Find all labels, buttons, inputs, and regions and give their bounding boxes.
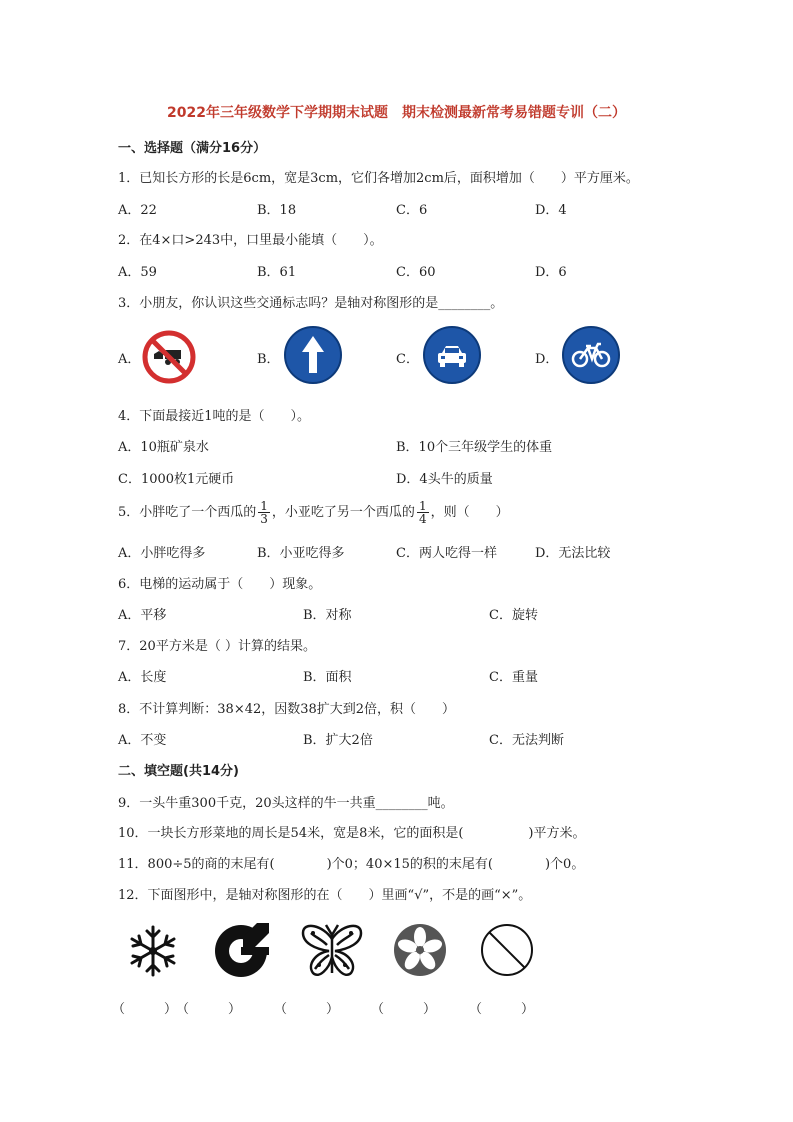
- q5-stem-part-1: 5．小胖吃了一个西瓜的: [118, 505, 257, 520]
- snowflake-icon: [125, 923, 181, 979]
- q7-option-c[interactable]: C．重量: [489, 670, 538, 685]
- question-12-stem: 12．下面图形中，是轴对称图形的在（ ）里画“√”，不是的画“×”。: [118, 888, 532, 903]
- question-5-stem: [118, 498, 509, 528]
- q8-option-a[interactable]: A．不变: [118, 733, 167, 748]
- q8-option-b[interactable]: B．扩大2倍: [303, 733, 373, 748]
- q5-option-a[interactable]: A．小胖吃得多: [118, 546, 206, 561]
- question-6-stem: 6．电梯的运动属于（ ）现象。: [118, 577, 322, 592]
- q7-option-b[interactable]: B．面积: [303, 670, 352, 685]
- fraction-numerator: 1: [418, 499, 427, 513]
- answer-blank-circle[interactable]: （ ）: [469, 1002, 535, 1017]
- q5-stem-part-2: ，小亚吃了另一个西瓜的: [271, 505, 415, 520]
- answer-blank-snowflake[interactable]: （ ）: [112, 1002, 178, 1017]
- q2-option-b[interactable]: B．61: [257, 265, 297, 280]
- fraction-one-quarter: [417, 500, 429, 525]
- bauhinia-icon: [392, 922, 448, 978]
- question-1-stem: 1．已知长方形的长是6cm，宽是3cm，它们各增加2cm后，面积增加（ ）平方厘米。: [118, 171, 639, 186]
- q4-option-d[interactable]: D．4头牛的质量: [396, 472, 493, 487]
- q4-option-c[interactable]: C．1000枚1元硬币: [118, 472, 235, 487]
- fraction-denominator: 3: [260, 512, 268, 526]
- straight-ahead-sign-icon: [283, 325, 343, 385]
- section-heading-fill: 二、填空题(共14分): [118, 764, 239, 779]
- answer-blank-butterfly[interactable]: （ ）: [274, 1002, 340, 1017]
- q1-option-d[interactable]: D．4: [535, 203, 567, 218]
- answer-blank-bauhinia[interactable]: （ ）: [371, 1002, 437, 1017]
- q6-option-c[interactable]: C．旋转: [489, 608, 538, 623]
- question-8-stem: 8．不计算判断：38×42，因数38扩大到2倍，积（ ）: [118, 702, 456, 717]
- q1-option-c[interactable]: C．6: [396, 203, 428, 218]
- q5-option-d[interactable]: D．无法比较: [535, 546, 611, 561]
- q5-option-b[interactable]: B．小亚吃得多: [257, 546, 345, 561]
- question-11-stem: 11．800÷5的商的末尾有( )个0；40×15的积的末尾有( )个0。: [118, 857, 585, 872]
- q5-stem-part-3: ，则（ ）: [430, 505, 509, 520]
- q2-option-d[interactable]: D．6: [535, 265, 567, 280]
- q4-option-a[interactable]: A．10瓶矿泉水: [118, 440, 209, 455]
- q2-option-c[interactable]: C．60: [396, 265, 436, 280]
- section-heading-choice: 一、选择题（满分16分）: [118, 141, 267, 156]
- q6-option-a[interactable]: A．平移: [118, 608, 167, 623]
- fraction-denominator: 4: [418, 512, 427, 526]
- answer-blank-bank-logo[interactable]: （ ）: [176, 1002, 242, 1017]
- q8-option-c[interactable]: C．无法判断: [489, 733, 564, 748]
- q4-option-b[interactable]: B．10个三年级学生的体重: [396, 440, 553, 455]
- question-9-stem: 9．一头牛重300千克，20头这样的牛一共重________吨。: [118, 796, 454, 811]
- q3-option-c[interactable]: C．: [396, 352, 419, 367]
- butterfly-icon: [299, 921, 365, 981]
- no-entry-circle-icon: [479, 922, 535, 978]
- q1-option-b[interactable]: B．18: [257, 203, 297, 218]
- question-2-stem: 2．在4×口>243中，口里最小能填（ ）。: [118, 233, 383, 248]
- question-7-stem: 7．20平方米是（ ）计算的结果。: [118, 639, 316, 654]
- q7-option-a[interactable]: A．长度: [118, 670, 167, 685]
- q5-option-c[interactable]: C．两人吃得一样: [396, 546, 497, 561]
- q3-option-a[interactable]: A．: [118, 352, 141, 367]
- page-title: 2022年三年级数学下学期期末试题 期末检测最新常考易错题专训（二）: [167, 105, 626, 121]
- question-4-stem: 4．下面最接近1吨的是（ ）。: [118, 409, 311, 424]
- q3-option-b[interactable]: B．: [257, 352, 280, 367]
- fraction-one-third: [258, 500, 270, 525]
- bank-logo-icon: [213, 923, 269, 979]
- no-horse-carriage-sign-icon: [142, 330, 196, 384]
- q1-option-a[interactable]: A．22: [118, 203, 157, 218]
- bicycle-sign-icon: [561, 325, 621, 385]
- q6-option-b[interactable]: B．对称: [303, 608, 352, 623]
- question-3-stem: 3．小朋友，你认识这些交通标志吗？是轴对称图形的是________。: [118, 296, 504, 311]
- motor-vehicle-sign-icon: [422, 325, 482, 385]
- q3-option-d[interactable]: D．: [535, 352, 559, 367]
- fraction-numerator: 1: [260, 499, 268, 513]
- question-10-stem: 10．一块长方形菜地的周长是54米，宽是8米，它的面积是( )平方米。: [118, 826, 586, 841]
- q2-option-a[interactable]: A．59: [118, 265, 157, 280]
